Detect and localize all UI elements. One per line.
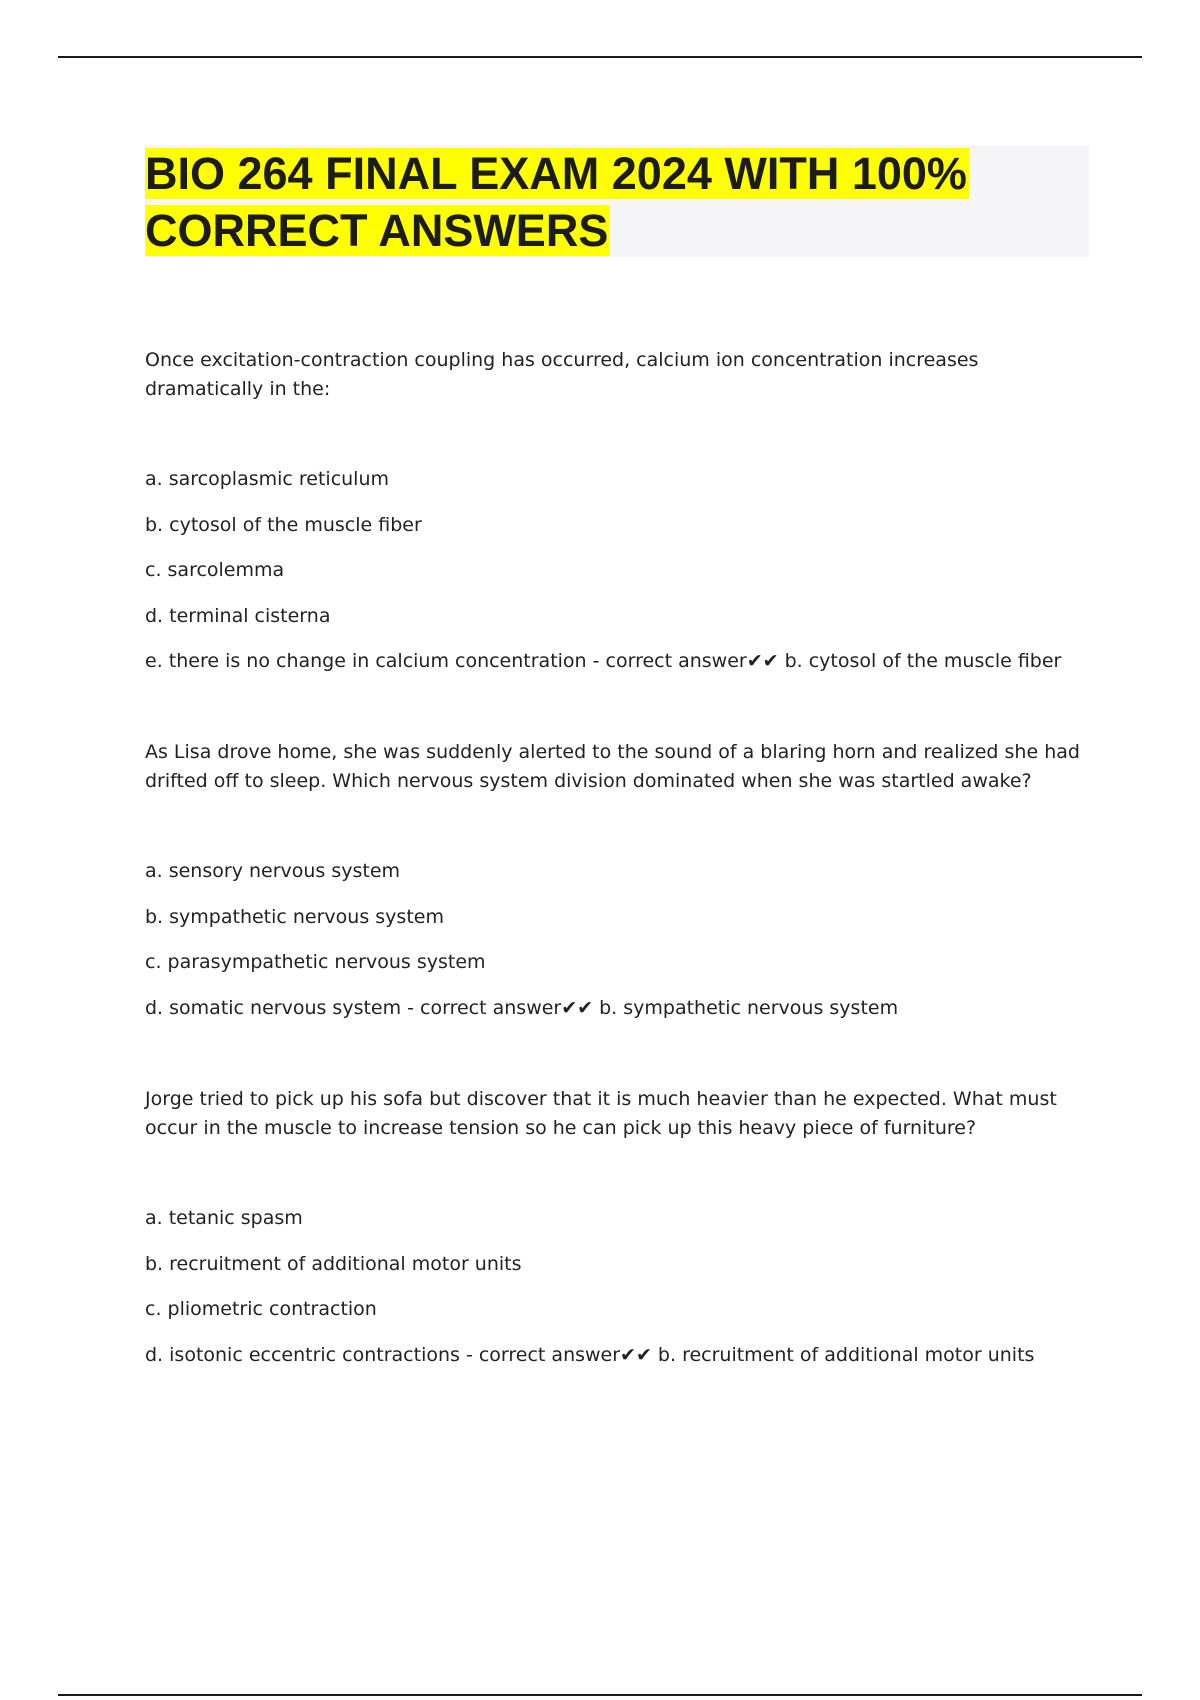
- option-e-with-answer: e. there is no change in calcium concentration - correct answer✔✔ b. cytosol of the muscle fiber: [145, 650, 1062, 672]
- option-c: c. pliometric contraction: [145, 1298, 377, 1320]
- bottom-rule: [58, 1694, 1142, 1696]
- title-line-2: CORRECT ANSWERS: [145, 205, 609, 256]
- answer-options: [145, 857, 1095, 1039]
- option-b: b. sympathetic nervous system: [145, 905, 444, 928]
- question-text: As Lisa drove home, she was suddenly alerted to the sound of a blaring horn and realized she had drifted off to sleep. Which nervous system division dominated when she was startled awake?: [145, 741, 1080, 792]
- option-d: d. terminal cisterna: [145, 604, 331, 627]
- option-b: b. cytosol of the muscle fiber: [145, 513, 422, 536]
- option-d-with-answer: d. somatic nervous system - correct answer✔✔ b. sympathetic nervous system: [145, 996, 899, 1019]
- option-c: c. parasympathetic nervous system: [145, 951, 486, 973]
- top-rule: [58, 56, 1142, 58]
- option-a: a. sarcoplasmic reticulum: [145, 468, 390, 490]
- question-text: Jorge tried to pick up his sofa but discover that it is much heavier than he expected. What must occur in the muscle to increase tension so he can pick up this heavy piece of furniture?: [145, 1088, 1057, 1139]
- question-3: [145, 1085, 1095, 1386]
- question-1: [145, 346, 1095, 693]
- title-line-1: BIO 264 FINAL EXAM 2024 WITH 100%: [145, 148, 967, 199]
- title-block: [145, 145, 1089, 257]
- option-d-with-answer: d. isotonic eccentric contractions - correct answer✔✔ b. recruitment of additional motor units: [145, 1343, 1035, 1366]
- question-text: Once excitation-contraction coupling has occurred, calcium ion concentration increases dramatically in the:: [145, 349, 979, 400]
- document-title: [145, 145, 1089, 259]
- answer-options: [145, 1204, 1095, 1386]
- option-a: a. sensory nervous system: [145, 860, 401, 882]
- answer-options: [145, 465, 1095, 693]
- option-b: b. recruitment of additional motor units: [145, 1252, 522, 1275]
- question-2: [145, 738, 1095, 1039]
- option-c: c. sarcolemma: [145, 559, 285, 581]
- option-a: a. tetanic spasm: [145, 1207, 303, 1229]
